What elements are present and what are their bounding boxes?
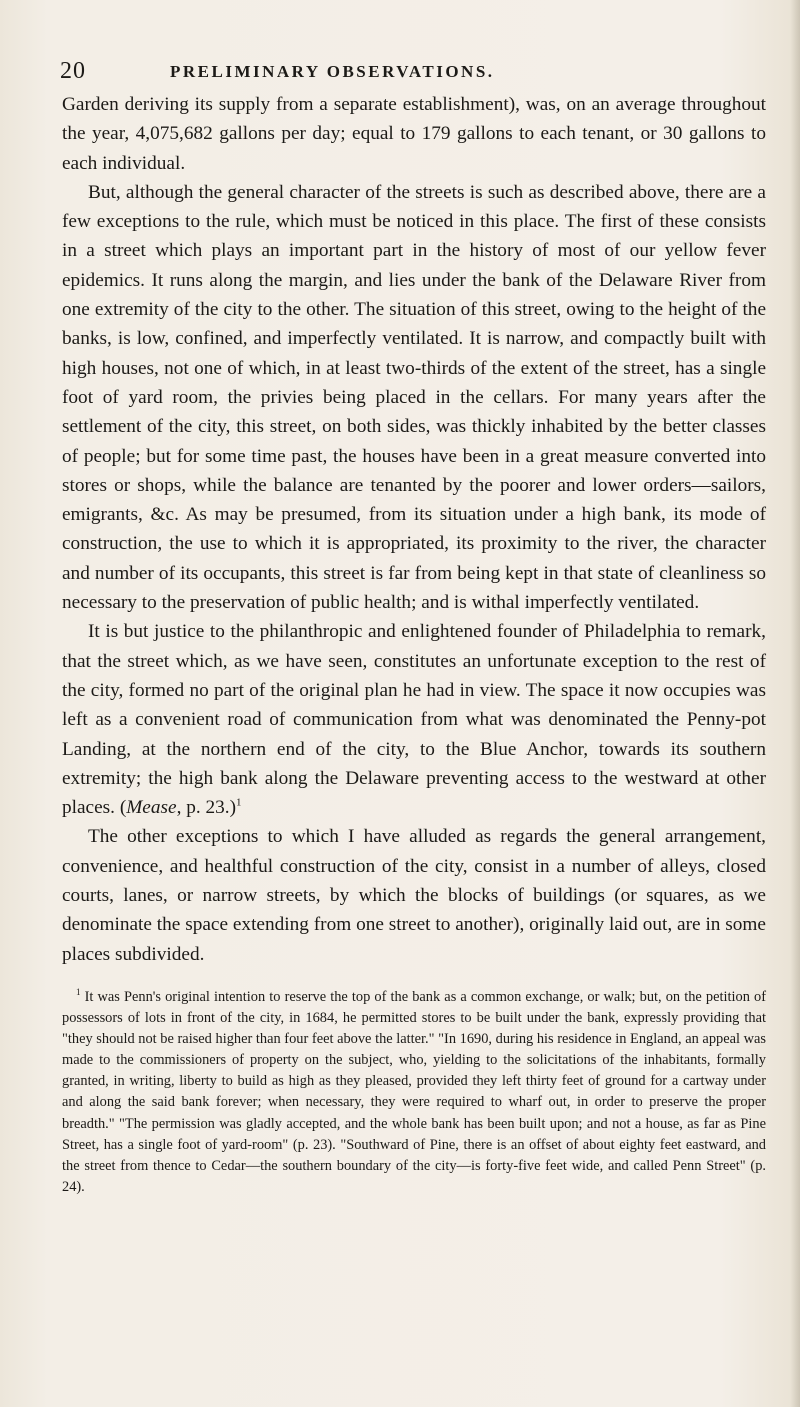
paragraph-3-text: It is but justice to the philanthropic and enlightened founder of Philadelphia to remark, that the street which, as we have seen, constitutes an unfortunate exception to the rest of the city, formed no part of the original plan he had in view. The space it now occupies was left as a convenient road of communication from what was denominated the Penny-pot Landing, at the northern end of the city, to the Blue Anchor, towards its southern extremity; the high bank along the Delaware preventing access to the westward at other places. ( — [62, 621, 766, 819]
footnote-text: It was Penn's original intention to reserve the top of the bank as a common exchange, or walk; but, on the petition of possessors of lots in front of the city, in 1684, he permitted stores to be built under the bank, expressly providing that "they should not be raised higher than four feet above the latter." "In 1690, during his residence in England, an appeal was made to the commissioners of property on the subject, who, yielding to the solicitations of the inhabitants, formally granted, in writing, liberty to build as high as they pleased, provided they left thirty feet of ground for a cartway under and along the said bank forever; when necessary, they were required to wharf out, in order to preserve the proper breadth." "The permission was gladly accepted, and the whole bank has been built upon; and not a house, as far as Pine Street, has a single foot of yard-room" (p. 23). "Southward of Pine, there is an offset of about eighty feet eastward, and the street from thence to Cedar—the southern boundary of the city—is forty-five feet wide, and called Penn Street" (p. 24). — [62, 989, 766, 1195]
footnote-paragraph — [62, 987, 766, 1198]
footnote-reference: 1 — [236, 796, 242, 809]
footnote-mark: 1 — [76, 987, 81, 998]
paragraph-2: But, although the general character of the streets is such as described above, there are a few exceptions to the rule, which must be noticed in this place. The first of these consists in a street which plays an important part in the history of most of our yellow fever epidemics. It runs along the margin, and lies under the bank of the Delaware River from one extremity of the city to the other. The situation of this street, owing to the height of the banks, is low, confined, and imperfectly ventilated. It is narrow, and compactly built with high houses, not one of which, in at least two-thirds of the extent of the street, has a single foot of yard room, the privies being placed in the cellars. For many years after the settlement of the city, this street, on both sides, was thickly inhabited by the better classes of people; but for some time past, the houses have been in a great measure converted into stores or shops, while the balance are tenanted by the poorer and lower orders—sailors, emigrants, &c. As may be presumed, from its situation under a high bank, its mode of construction, the use to which it is appropriated, its proximity to the river, the character and number of its occupants, this street is far from being kept in that state of cleanliness so necessary to the preservation of public health; and is withal imperfectly ventilated. — [62, 181, 766, 614]
body-text — [62, 90, 766, 969]
page-number: 20 — [60, 58, 86, 84]
paragraph-1: Garden deriving its supply from a separate establishment), was, on an average throughout the year, 4,075,682 gallons per day; equal to 179 gallons to each tenant, or 30 gallons to each individual. — [62, 94, 766, 174]
paragraph-4: The other exceptions to which I have alluded as regards the general arrangement, convenience, and healthful construction of the city, consist in a number of alleys, closed courts, lanes, or narrow streets, by which the blocks of buildings (or squares, as we denominate the space extending from one street to another), originally laid out, are in some places subdivided. — [62, 826, 766, 965]
paragraph-3 — [62, 617, 766, 822]
page-edge-shadow — [790, 0, 800, 1407]
citation-author: Mease — [126, 797, 177, 819]
footnote — [62, 987, 766, 1198]
page-header — [60, 58, 760, 86]
running-head: PRELIMINARY OBSERVATIONS. — [170, 62, 495, 81]
citation-page: , p. 23.) — [176, 797, 237, 819]
